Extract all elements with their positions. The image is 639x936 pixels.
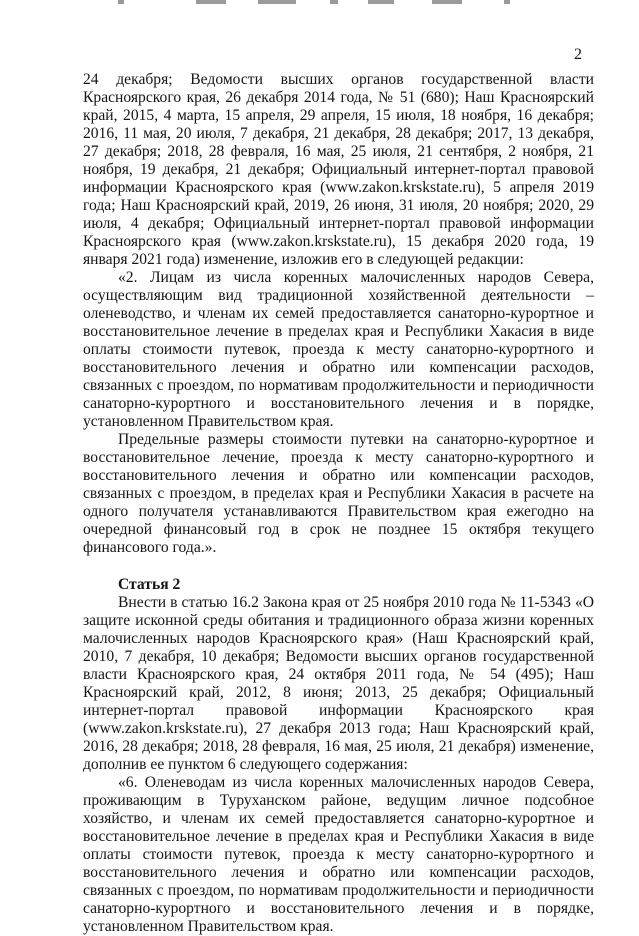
article1-intro-paragraph: 24 декабря; Ведомости высших органов государственной власти Красноярского края, 26 декабря 2014 года, № 51 (680); Наш Красноярский край, 2015, 4 марта, 15 апреля, 29 апреля, 15 июля, 18 ноября, 16 декабря; 2016, 11 мая, 20 июля, 7 декабря, 21 декабря, 28 декабря; 2017, 13 декабря, 27 декабря; 2018, 28 февраля, 16 мая, 25 июля, 21 сентября, 2 ноября, 21 ноября, 19 декабря, 21 декабря; Официальный интернет-портал правовой информации Красноярского края (www.zakon.krskstate.ru), 5 апреля 2019 года; Наш Красноярский край, 2019, 26 июня, 31 июля, 20 ноября; 2020, 29 июля, 4 декабря; Официальный интернет-портал правовой информации Красноярского края (www.zakon.krskstate.ru), 15 декабря 2020 года, 19 января 2021 года) изменение, изложив его в следующей редакции: — [83, 71, 594, 268]
article2-heading: Статья 2 — [118, 576, 181, 593]
article1-limits-paragraph: Предельные размеры стоимости путевки на санаторно-курортное и восстановительное лечение, проезда к месту санаторно-курортного и восстановительного лечения и обратно или компенсации расходов, связанных с проездом, в пределах края и Республики Хакасия в расчете на одного получателя устанавливаются Правительством края ежегодно на очередной финансовый год в срок не позднее 15 октября текущего финансового года.». — [83, 431, 594, 556]
scan-edge-marks — [0, 0, 639, 8]
article2-intro-paragraph: Внести в статью 16.2 Закона края от 25 ноября 2010 года № 11-5343 «О защите исконной среды обитания и традиционного образа жизни коренных малочисленных народов Красноярского края» (Наш Красноярский край, 2010, 7 декабря, 10 декабря; Ведомости высших органов государственной власти Красноярского края, 24 октября 2011 года, № 54 (495); Наш Красноярский край, 2012, 8 июня; 2013, 25 декабря; Официальный интернет-портал правовой информации Красноярского края (www.zakon.krskstate.ru), 27 декабря 2013 года; Наш Красноярский край, 2016, 28 декабря; 2018, 28 февраля, 16 мая, 25 июля, 21 декабря) изменение, дополнив ее пунктом 6 следующего содержания: — [83, 594, 594, 773]
page-number: 2 — [574, 46, 582, 63]
article1-point2-paragraph: «2. Лицам из числа коренных малочисленных народов Севера, осуществляющим вид традиционной хозяйственной деятельности – оленеводство, и членам их семей предоставляется санаторно-курортное и восстановительное лечение в пределах края и Республики Хакасия в виде оплаты стоимости путевок, проезда к месту санаторно-курортного и восстановительного лечения и обратно или компенсации расходов, связанных с проездом, по нормативам продолжительности и периодичности санаторно-курортного и восстановительного лечения и в порядке, установленном Правительством края. — [83, 269, 594, 430]
article2-point6-paragraph: «6. Оленеводам из числа коренных малочисленных народов Севера, проживающим в Туруханском районе, ведущим личное подсобное хозяйство, и членам их семей предоставляется санаторно-курортное и восстановительное лечение в пределах края и Республики Хакасия в виде оплаты стоимости путевок, проезда к месту санаторно-курортного и восстановительного лечения и обратно или компенсации расходов, связанных с проездом, по нормативам продолжительности и периодичности санаторно-курортного и восстановительного лечения и в порядке, установленном Правительством края. — [83, 774, 594, 935]
document-body — [83, 71, 594, 936]
